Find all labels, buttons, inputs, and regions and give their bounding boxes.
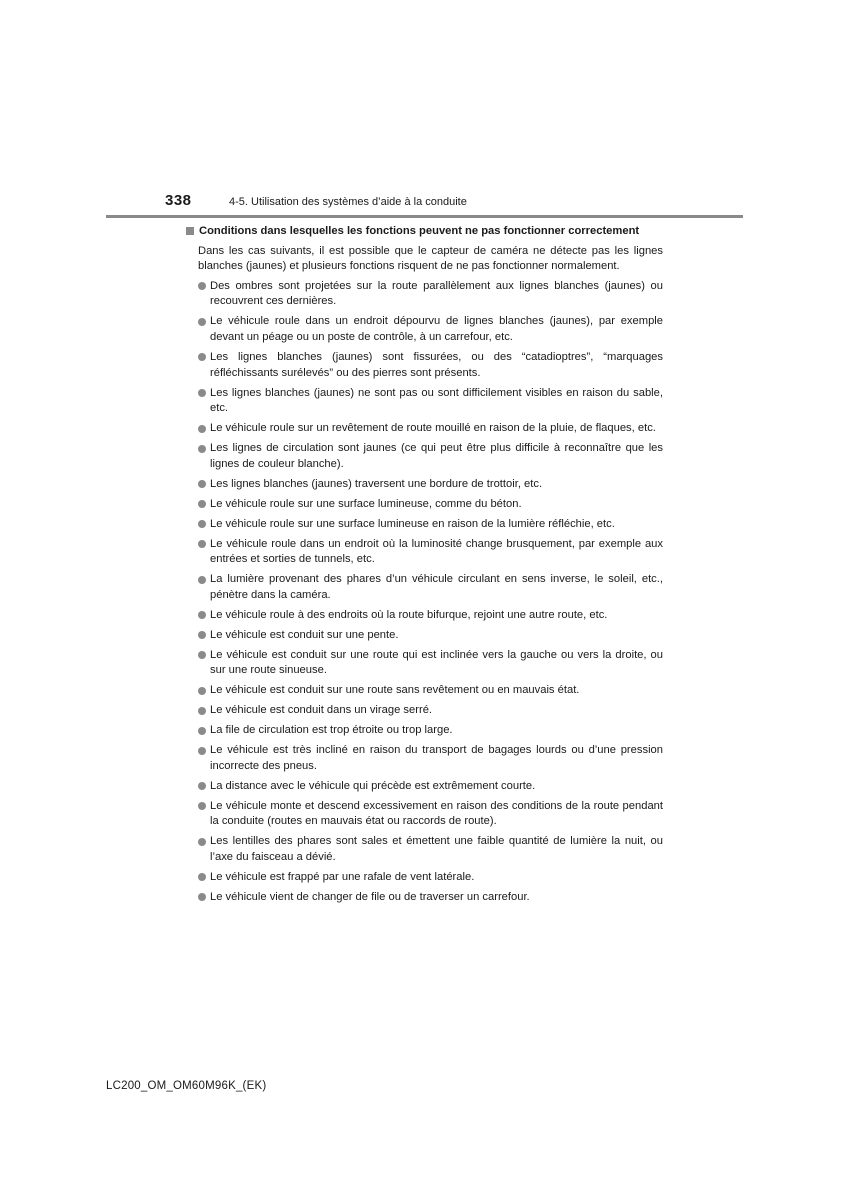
page-number: 338 <box>165 192 192 209</box>
list-item-text: Les lentilles des phares sont sales et émettent une faible quantité de lumière la nuit, ou l’axe du faisceau a dévié. <box>210 835 663 863</box>
list-item-text: Le véhicule est conduit sur une route sans revêtement ou en mauvais état. <box>210 684 580 697</box>
circle-bullet-icon <box>198 576 206 584</box>
circle-bullet-icon <box>198 651 206 659</box>
list-item-text: Le véhicule est conduit dans un virage serré. <box>210 704 433 717</box>
circle-bullet-icon <box>198 838 206 846</box>
list-item-text: Des ombres sont projetées sur la route parallèlement aux lignes blanches (jaunes) ou recouvrent ces dernières. <box>210 279 663 308</box>
list-item <box>198 350 663 381</box>
list-item-text: Le véhicule monte et descend excessivement en raison des conditions de la route pendant la conduite (routes en mauvais état ou raccords de route). <box>210 799 663 828</box>
list-item <box>198 683 663 699</box>
list-item-text: Le véhicule roule dans un endroit dépourvu de lignes blanches (jaunes), par exemple devant un péage ou un poste de contrôle, à un carrefour, etc. <box>210 315 663 343</box>
list-item <box>198 314 663 345</box>
circle-bullet-icon <box>198 353 206 361</box>
section-title: 4-5. Utilisation des systèmes d’aide à la conduite <box>229 196 467 208</box>
circle-bullet-icon <box>198 480 206 488</box>
list-item <box>198 870 663 886</box>
list-item <box>198 608 663 624</box>
list-item <box>198 572 663 603</box>
circle-bullet-icon <box>198 782 206 790</box>
circle-bullet-icon <box>198 893 206 901</box>
list-item-text: La distance avec le véhicule qui précède est extrêmement courte. <box>210 779 536 792</box>
list-item <box>198 890 663 906</box>
condition-list <box>186 279 663 906</box>
circle-bullet-icon <box>198 282 206 290</box>
circle-bullet-icon <box>198 540 206 548</box>
circle-bullet-icon <box>198 500 206 508</box>
list-item <box>198 628 663 644</box>
footer-model-code: LC200_OM_OM60M96K_(EK) <box>106 1080 267 1092</box>
list-item <box>198 279 663 310</box>
circle-bullet-icon <box>198 727 206 735</box>
main-content <box>186 224 663 910</box>
circle-bullet-icon <box>198 802 206 810</box>
list-item-text: Le véhicule roule sur une surface lumineuse, comme du béton. <box>210 497 522 510</box>
circle-bullet-icon <box>198 318 206 326</box>
circle-bullet-icon <box>198 389 206 397</box>
list-item-text: Les lignes blanches (jaunes) ne sont pas ou sont difficilement visibles en raison du sable, etc. <box>210 386 663 415</box>
circle-bullet-icon <box>198 631 206 639</box>
list-item <box>198 834 663 865</box>
list-item <box>198 477 663 493</box>
header-divider <box>106 215 743 218</box>
list-item-text: Le véhicule est conduit sur une pente. <box>210 628 399 641</box>
circle-bullet-icon <box>198 425 206 433</box>
list-item-text: Le véhicule est très incliné en raison du transport de bagages lourds ou d’une pression incorrecte des pneus. <box>210 744 663 772</box>
square-bullet-icon <box>186 227 194 235</box>
circle-bullet-icon <box>198 687 206 695</box>
list-item-text: La lumière provenant des phares d’un véhicule circulant en sens inverse, le soleil, etc., pénètre dans la caméra. <box>210 573 663 601</box>
list-item-text: La file de circulation est trop étroite ou trop large. <box>210 724 453 737</box>
list-item-text: Le véhicule roule sur une surface lumineuse en raison de la lumière réfléchie, etc. <box>210 517 615 530</box>
intro-paragraph: Dans les cas suivants, il est possible que le capteur de caméra ne détecte pas les lignes blanches (jaunes) et plusieurs fonctions risquent de ne pas fonctionner normalement. <box>198 244 663 273</box>
circle-bullet-icon <box>198 747 206 755</box>
subsection-heading <box>186 224 663 240</box>
list-item <box>198 537 663 568</box>
list-item-text: Les lignes blanches (jaunes) traversent une bordure de trottoir, etc. <box>210 477 543 490</box>
list-item <box>198 497 663 513</box>
list-item-text: Le véhicule vient de changer de file ou de traverser un carrefour. <box>210 890 530 903</box>
list-item <box>198 799 663 830</box>
list-item-text: Le véhicule est conduit sur une route qui est inclinée vers la gauche ou vers la droite, ou sur une route sinueuse. <box>210 648 663 677</box>
list-item <box>198 648 663 679</box>
circle-bullet-icon <box>198 520 206 528</box>
circle-bullet-icon <box>198 707 206 715</box>
list-item <box>198 743 663 774</box>
list-item <box>198 779 663 795</box>
list-item <box>198 703 663 719</box>
heading-text: Conditions dans lesquelles les fonctions peuvent ne pas fonctionner correctement <box>199 225 640 237</box>
circle-bullet-icon <box>198 873 206 881</box>
list-item <box>198 723 663 739</box>
list-item-text: Le véhicule roule sur un revêtement de route mouillé en raison de la pluie, de flaques, etc. <box>210 422 656 435</box>
list-item-text: Le véhicule est frappé par une rafale de vent latérale. <box>210 870 475 883</box>
list-item <box>198 421 663 437</box>
list-item <box>198 517 663 533</box>
list-item <box>198 441 663 472</box>
list-item-text: Le véhicule roule à des endroits où la route bifurque, rejoint une autre route, etc. <box>210 608 608 621</box>
list-item-text: Les lignes blanches (jaunes) sont fissurées, ou des “catadioptres”, “marquages réfléchissants surélevés” ou des pierres sont présents. <box>210 350 663 379</box>
list-item-text: Les lignes de circulation sont jaunes (ce qui peut être plus difficile à reconnaître que les lignes de couleur blanche). <box>210 442 663 470</box>
circle-bullet-icon <box>198 611 206 619</box>
list-item <box>198 386 663 417</box>
list-item-text: Le véhicule roule dans un endroit où la luminosité change brusquement, par exemple aux entrées et sorties de tunnels, etc. <box>210 537 663 566</box>
circle-bullet-icon <box>198 445 206 453</box>
